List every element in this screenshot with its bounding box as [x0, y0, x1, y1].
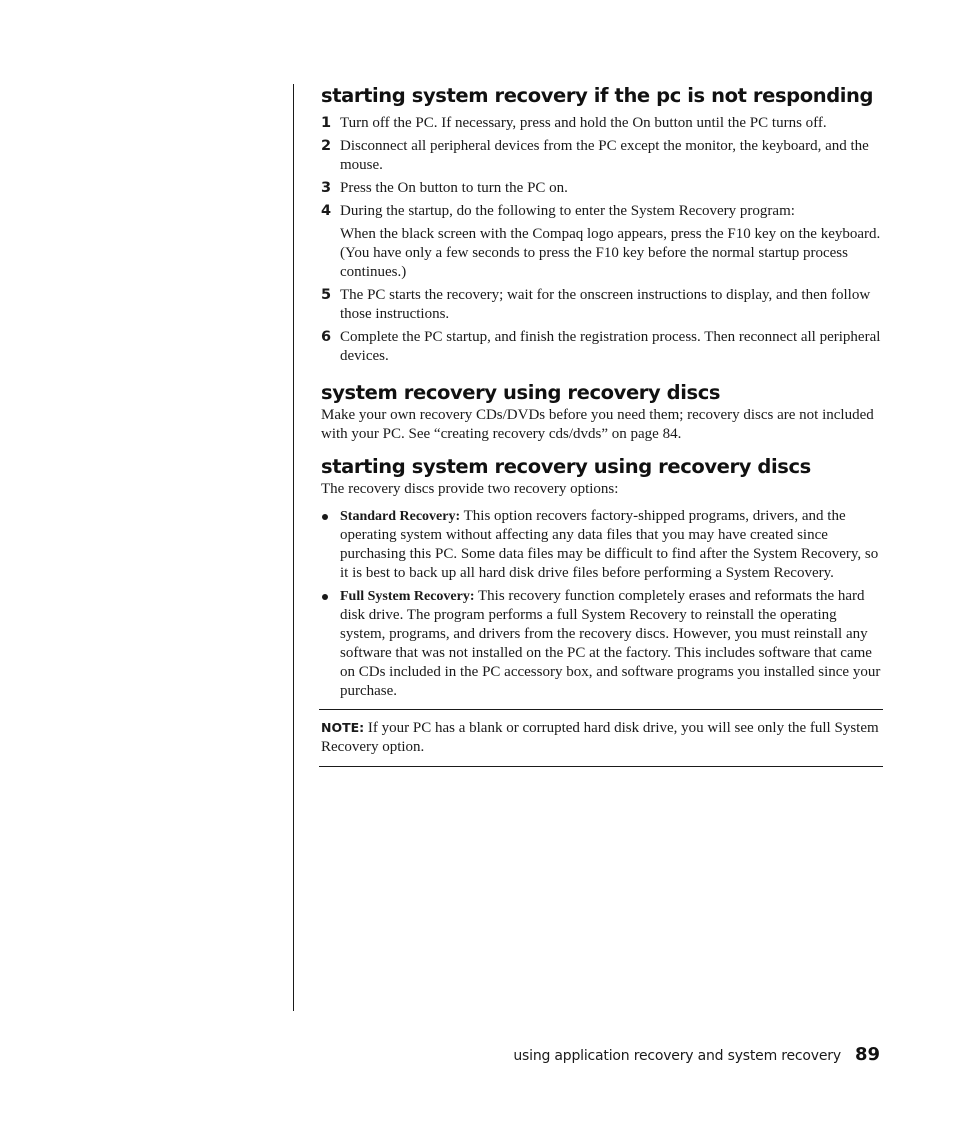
option-text: This option recovers factory-shipped programs, drivers, and the operating system without affecting any data files that you may have created since purchasing this PC. Some data files may be difficult to find after the System Recovery, so it is best to back up all hard disk drive files before performing a System Recovery. — [340, 508, 879, 581]
note-box — [319, 709, 883, 767]
step-number: 5 — [321, 287, 332, 303]
step-subtext: When the black screen with the Compaq logo appears, press the F10 key on the keyboard. (You have only a few seconds to press the F10 key before the normal startup process continues.) — [340, 226, 881, 280]
page-content — [321, 83, 881, 767]
step-text: Disconnect all peripheral devices from the PC except the monitor, the keyboard, and the mouse. — [340, 138, 869, 173]
note-text: If your PC has a blank or corrupted hard disk drive, you will see only the full System Recovery option. — [321, 720, 879, 755]
note-label: NOTE: — [321, 720, 365, 735]
step-number: 3 — [321, 180, 332, 196]
option-term: Standard Recovery: — [340, 509, 461, 524]
page-number: 89 — [854, 1044, 880, 1065]
step-number: 6 — [321, 329, 332, 345]
step-item — [321, 179, 881, 198]
bullet-icon — [322, 514, 328, 520]
option-text: This recovery function completely erases and reformats the hard disk drive. The program performs a full System Recovery to reinstall the operating system, programs, and drivers from the recovery discs. However, you must reinstall any software that was not installed on the PC at the factory. This includes software that came on CDs included in the PC accessory box, and software programs you installed since your purchase. — [340, 588, 881, 699]
footer-chapter-title: using application recovery and system recovery — [513, 1048, 841, 1064]
step-item — [321, 286, 881, 324]
step-text: The PC starts the recovery; wait for the onscreen instructions to display, and then follow those instructions. — [340, 287, 871, 322]
list-item — [321, 507, 881, 583]
heading-recovery-discs: system recovery using recovery discs — [321, 381, 721, 404]
heading-starting-with-discs: starting system recovery using recovery discs — [321, 455, 811, 478]
bullet-icon — [322, 594, 328, 600]
step-text: Press the On button to turn the PC on. — [340, 180, 568, 196]
heading-not-responding: starting system recovery if the pc is not responding — [321, 84, 874, 107]
step-item — [321, 114, 881, 133]
option-term: Full System Recovery: — [340, 589, 475, 604]
page-footer — [513, 1044, 880, 1065]
recovery-discs-paragraph: Make your own recovery CDs/DVDs before you need them; recovery discs are not included with your PC. See “creating recovery cds/dvds” on page 84. — [321, 407, 874, 442]
recovery-options-intro: The recovery discs provide two recovery options: — [321, 481, 619, 497]
step-item — [321, 137, 881, 175]
step-text: Complete the PC startup, and finish the registration process. Then reconnect all peripheral devices. — [340, 329, 881, 364]
margin-rule — [293, 84, 294, 1011]
step-number: 1 — [321, 115, 332, 131]
step-number: 4 — [321, 203, 332, 219]
step-number: 2 — [321, 138, 332, 154]
step-text: Turn off the PC. If necessary, press and hold the On button until the PC turns off. — [340, 115, 827, 131]
step-item — [321, 202, 881, 282]
step-text: During the startup, do the following to enter the System Recovery program: — [340, 203, 795, 219]
list-item — [321, 587, 881, 701]
steps-list — [321, 114, 881, 366]
step-item — [321, 328, 881, 366]
recovery-options-list — [321, 507, 881, 701]
